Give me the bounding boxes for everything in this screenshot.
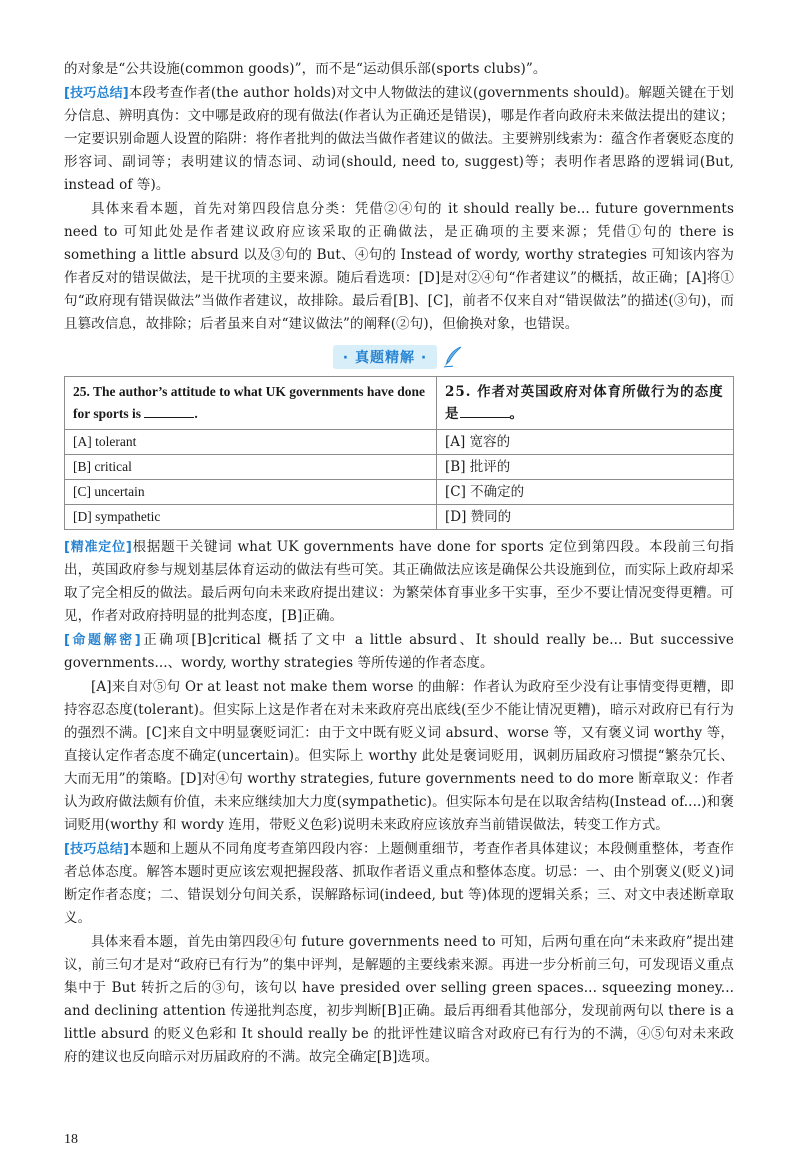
skill-summary-1-para1 [64, 82, 734, 197]
option-a-en: [A] tolerant [65, 430, 437, 455]
option-row [65, 480, 734, 505]
decode-para1: [命题解密]正确项[B]critical 概括了文中 a little absurd、It should really be... But successive governments...、wordy, worthy strategies 等所传递的作者态度。 [64, 632, 734, 671]
tag-skill-summary: [技巧总结] [64, 842, 130, 857]
tag-skill-summary: [技巧总结] [64, 86, 129, 101]
tag-precise-location: [精准定位] [64, 540, 132, 555]
skill-summary-2-para2: 具体来看本题，首先由第四段④句 future governments need to 可知，后两句重在向“未来政府”提出建议，前三句才是对“政府已有行为”的集中评判，是解题的主要线索来源。再进一步分析前三句，可发现语义重点集中于 But 转折之后的③句，该句以 have presided over selling green spaces... squeezing money... and declining attention 传递批判态度，初步判断[B]正确。最后再细看其他部分，发现前两句以 there is a little absurd 的贬义色彩和 It should really be 的批评性建议暗含对政府已有行为的不满，④⑤句对未来政府的建议也反向暗示对历届政府的不满。故完全确定[B]选项。 [64, 934, 734, 1065]
skill-summary-1-text: 本段考查作者(the author holds)对文中人物做法的建议(governments should)。解题关键在于划分信息、辨明真伪：文中哪是政府的现有做法(作者认为正确还是错误)，哪是作者向政府未来做法提出的建议；一定要识别命题人设置的陷阱：将作者批判的做法当做作者建议的做法。主要辨别线索为：蕴含作者褒贬态度的形容词、副词等；表明建议的情态词、动词(should, need to, suggest)等；表明作者思路的逻辑词(But, instead of 等)。 [64, 85, 734, 193]
option-d-zh: [D] 赞同的 [437, 505, 734, 530]
option-c-zh: [C] 不确定的 [437, 480, 734, 505]
option-row [65, 455, 734, 480]
option-a-zh: [A] 宽容的 [437, 430, 734, 455]
answer-blank [460, 404, 510, 418]
option-b-en: [B] critical [65, 455, 437, 480]
question-stem-zh: 25. 作者对英国政府对体育所做行为的态度是 。 [437, 377, 734, 430]
answer-blank [144, 404, 194, 418]
question-stem-row [65, 377, 734, 430]
intro-line: 的对象是“公共设施(common goods)”，而不是“运动俱乐部(sports clubs)”。 [64, 61, 547, 77]
tag-decode: [命题解密] [64, 633, 141, 648]
option-b-zh: [B] 批评的 [437, 455, 734, 480]
decode-para2: [A]来自对⑤句 Or at least not make them worse 的曲解：作者认为政府至少没有让事情变得更糟，即持容忍态度(tolerant)。但实际上这是作者在对未来政府亮出底线(至少不能让情况更糟)，暗示对政府已有行为的强烈不满。[C]来自文中明显褒贬词汇：由于文中既有贬义词 absurd、worse 等，又有褒义词 worthy 等，直接认定作者态度不确定(uncertain)。但实际上 worthy 此处是褒词贬用，讽刺历届政府习惯提“繁杂冗长、大而无用”的策略。[D]对④句 worthy strategies, future governments need to do more 断章取义：作者认为政府做法颇有价值，未来应继续加大力度(sympathetic)。但实际本句是在以取舍结构(Instead of....)和褒词贬用(worthy 和 wordy 连用，带贬义色彩)说明未来政府应该放弃当前错误做法，转变工作方式。 [64, 679, 734, 833]
skill-summary-1-para2: 具体来看本题，首先对第四段信息分类：凭借②④句的 it should really be... future governments need to 可知此处是作者建议政府应该采取的正确做法，是正确项的主要来源；凭借①句的 there is something a little absurd 以及③句的 But、④句的 Instead of wordy, worthy strategies 可知该内容为作者反对的错误做法，是干扰项的主要来源。随后看选项：[D]是对②④句“作者建议”的概括，故正确；[A]将①句“政府现有错误做法”当做作者建议，故排除。最后看[B]、[C]，前者不仅来自对“错误做法”的描述(③句)，而且篡改信息，故排除；后者虽来自对“建议做法”的阐释(②句)，但偷换对象，也错误。 [64, 201, 734, 332]
page-number: 18 [64, 1132, 78, 1147]
quill-pen-icon [441, 345, 465, 369]
option-d-en: [D] sympathetic [65, 505, 437, 530]
content [64, 58, 734, 1070]
banner-label: · 真题精解 · [333, 345, 437, 369]
option-row [65, 430, 734, 455]
question-stem-en: 25. The author’s attitude to what UK governments have done for sports is . [65, 377, 437, 430]
option-row [65, 505, 734, 530]
section-banner [64, 344, 734, 370]
skill-summary-2-para1: [技巧总结]本题和上题从不同角度考查第四段内容：上题侧重细节，考查作者具体建议；本段侧重整体，考查作者总体态度。解答本题时更应该宏观把握段落、抓取作者语义重点和整体态度。切忌：一、由个别褒义(贬义)词断定作者态度；二、错误划分句间关系，误解路标词(indeed, but 等)体现的逻辑关系；三、对文中表述断章取义。 [64, 841, 735, 926]
question-table [64, 376, 734, 530]
precise-location: [精准定位]根据题干关键词 what UK governments have done for sports 定位到第四段。本段前三句指出，英国政府参与规划基层体育运动的做法有些可笑。其正确做法应该是确保公共设施到位，而实际上政府却采取了完全相反的做法。最后两句向未来政府提出建议：为繁荣体育事业多干实事，至少不要让情况变得更糟。可见，作者对政府持明显的批判态度，[B]正确。 [64, 539, 735, 624]
option-c-en: [C] uncertain [65, 480, 437, 505]
